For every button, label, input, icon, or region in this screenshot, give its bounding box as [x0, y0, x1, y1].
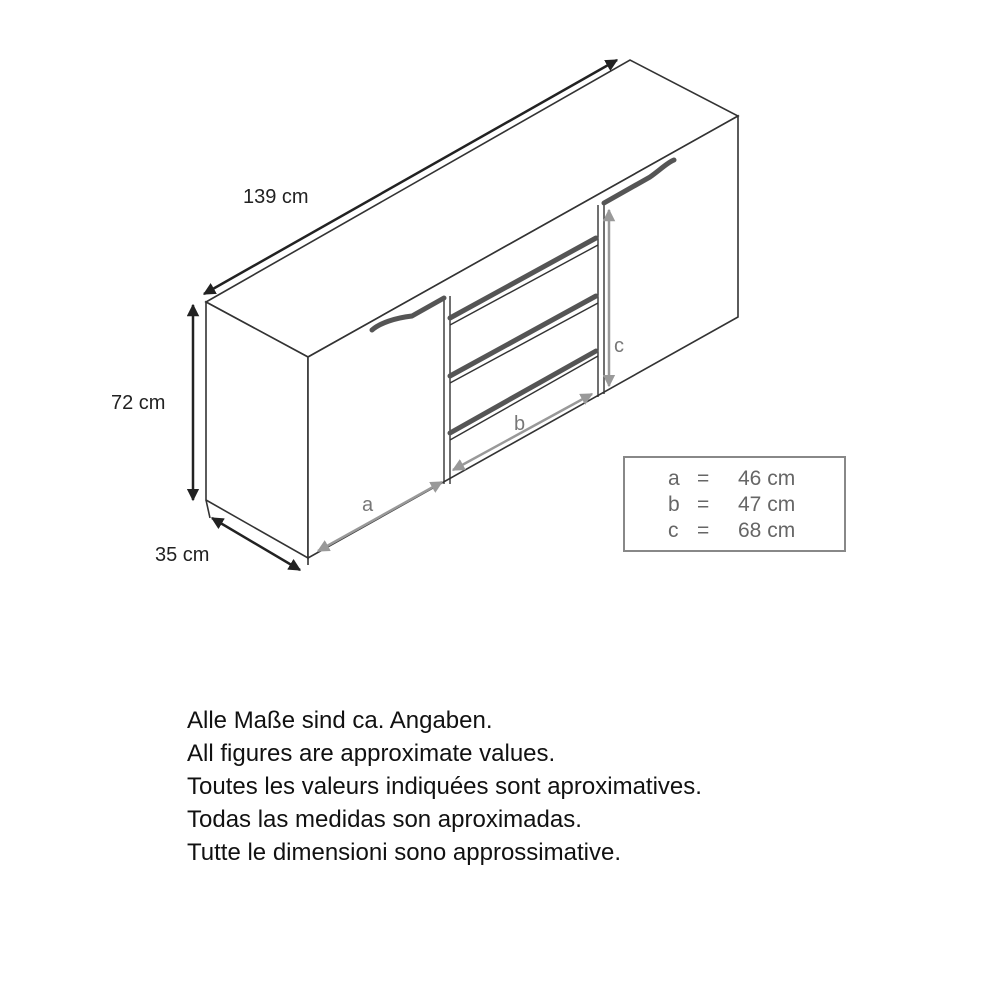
note-spanish: Todas las medidas son aproximadas.: [187, 806, 582, 833]
legend-key-a: a: [668, 467, 680, 490]
label-c: c: [614, 335, 624, 357]
legend-value-b: 47 cm: [738, 493, 796, 516]
legend-eq-a: =: [697, 467, 710, 490]
note-french: Toutes les valeurs indiquées sont aproximatives.: [187, 773, 702, 800]
legend-eq-c: =: [697, 519, 710, 542]
legend-key-b: b: [668, 493, 680, 516]
height-label: 72 cm: [111, 392, 166, 414]
legend-eq-b: =: [697, 493, 710, 516]
disclaimer-notes: [187, 704, 887, 869]
label-a: a: [362, 494, 374, 516]
depth-label: 35 cm: [155, 544, 210, 566]
note-english: All figures are approximate values.: [187, 740, 556, 767]
legend-value-a: 46 cm: [738, 467, 796, 490]
note-italian: Tutte le dimensioni sono approssimative.: [187, 839, 621, 866]
legend-key-c: c: [668, 519, 679, 542]
legend-value-c: 68 cm: [738, 519, 796, 542]
label-b: b: [514, 413, 526, 435]
width-label: 139 cm: [243, 186, 309, 208]
legend-box: [624, 457, 845, 551]
legend-frame: [624, 457, 845, 551]
note-german: Alle Maße sind ca. Angaben.: [187, 707, 493, 734]
